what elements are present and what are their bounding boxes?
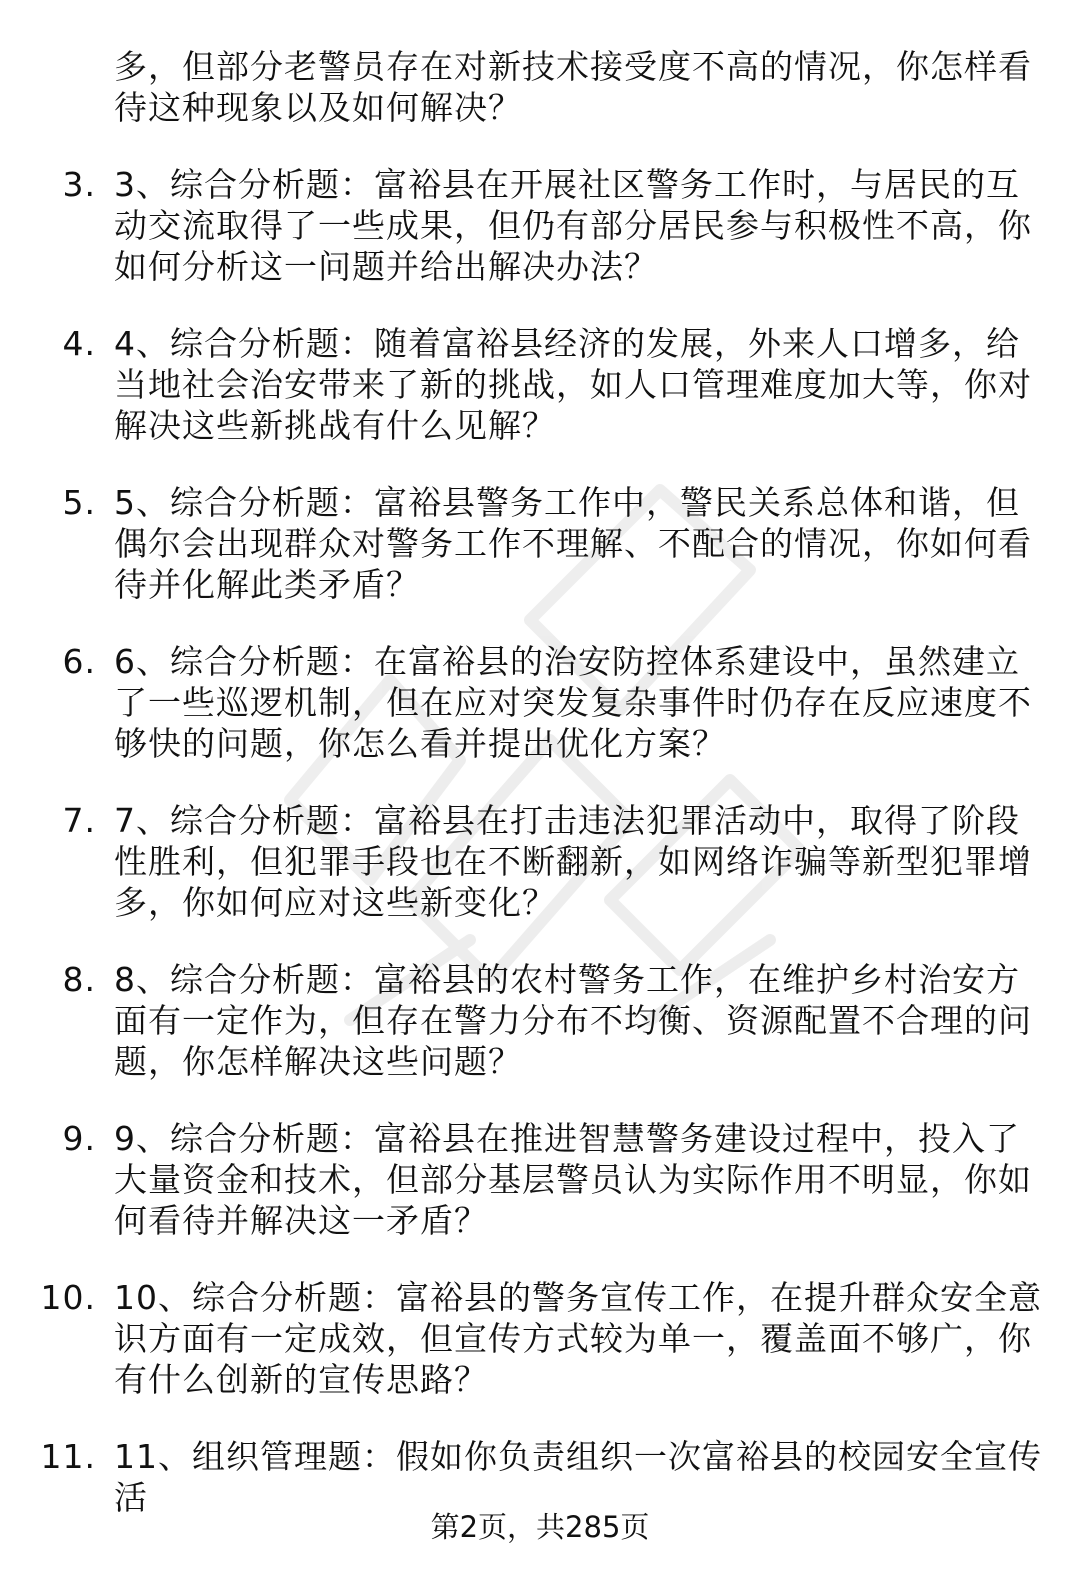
list-item <box>0 959 1080 1082</box>
list-number: 4. <box>62 324 96 363</box>
list-item <box>0 1277 1080 1400</box>
list-item <box>0 641 1080 764</box>
list-item <box>0 482 1080 605</box>
list-item <box>0 1118 1080 1241</box>
question-text: 6、综合分析题：在富裕县的治安防控体系建设中，虽然建立了一些巡逻机制，但在应对突发复杂事件时仍存在反应速度不够快的问题，你怎么看并提出优化方案？ <box>114 642 1032 763</box>
question-text: 10、综合分析题：富裕县的警务宣传工作，在提升群众安全意识方面有一定成效，但宣传方式较为单一，覆盖面不够广，你有什么创新的宣传思路？ <box>114 1278 1042 1399</box>
question-text: 7、综合分析题：富裕县在打击违法犯罪活动中，取得了阶段性胜利，但犯罪手段也在不断翻新，如网络诈骗等新型犯罪增多，你如何应对这些新变化？ <box>114 801 1032 922</box>
list-number: 6. <box>62 642 96 681</box>
question-text: 11、组织管理题：假如你负责组织一次富裕县的校园安全宣传活 <box>114 1437 1042 1517</box>
list-number: 7. <box>62 801 96 840</box>
list-item <box>0 46 1080 128</box>
list-item <box>0 1436 1080 1518</box>
list-number: 11. <box>40 1437 96 1476</box>
list-item <box>0 800 1080 923</box>
question-text: 5、综合分析题：富裕县警务工作中，警民关系总体和谐，但偶尔会出现群众对警务工作不理解、不配合的情况，你如何看待并化解此类矛盾？ <box>114 483 1032 604</box>
list-item <box>0 164 1080 287</box>
question-list <box>0 46 1080 1518</box>
list-number: 3. <box>62 165 96 204</box>
list-number: 8. <box>62 960 96 999</box>
question-text: 8、综合分析题：富裕县的农村警务工作，在维护乡村治安方面有一定作为，但存在警力分布不均衡、资源配置不合理的问题，你怎样解决这些问题？ <box>114 960 1032 1081</box>
question-text: 3、综合分析题：富裕县在开展社区警务工作时，与居民的互动交流取得了一些成果，但仍有部分居民参与积极性不高，你如何分析这一问题并给出解决办法？ <box>114 165 1032 286</box>
question-text: 9、综合分析题：富裕县在推进智慧警务建设过程中，投入了大量资金和技术，但部分基层警员认为实际作用不明显，你如何看待并解决这一矛盾？ <box>114 1119 1032 1240</box>
list-item <box>0 323 1080 446</box>
page-number-footer: 第2页，共285页 <box>430 1510 650 1544</box>
question-text: 多，但部分老警员存在对新技术接受度不高的情况，你怎样看待这种现象以及如何解决？ <box>114 47 1032 127</box>
question-text: 4、综合分析题：随着富裕县经济的发展，外来人口增多，给当地社会治安带来了新的挑战，如人口管理难度加大等，你对解决这些新挑战有什么见解？ <box>114 324 1032 445</box>
list-number: 10. <box>40 1278 96 1317</box>
list-number: 5. <box>62 483 96 522</box>
list-number: 9. <box>62 1119 96 1158</box>
